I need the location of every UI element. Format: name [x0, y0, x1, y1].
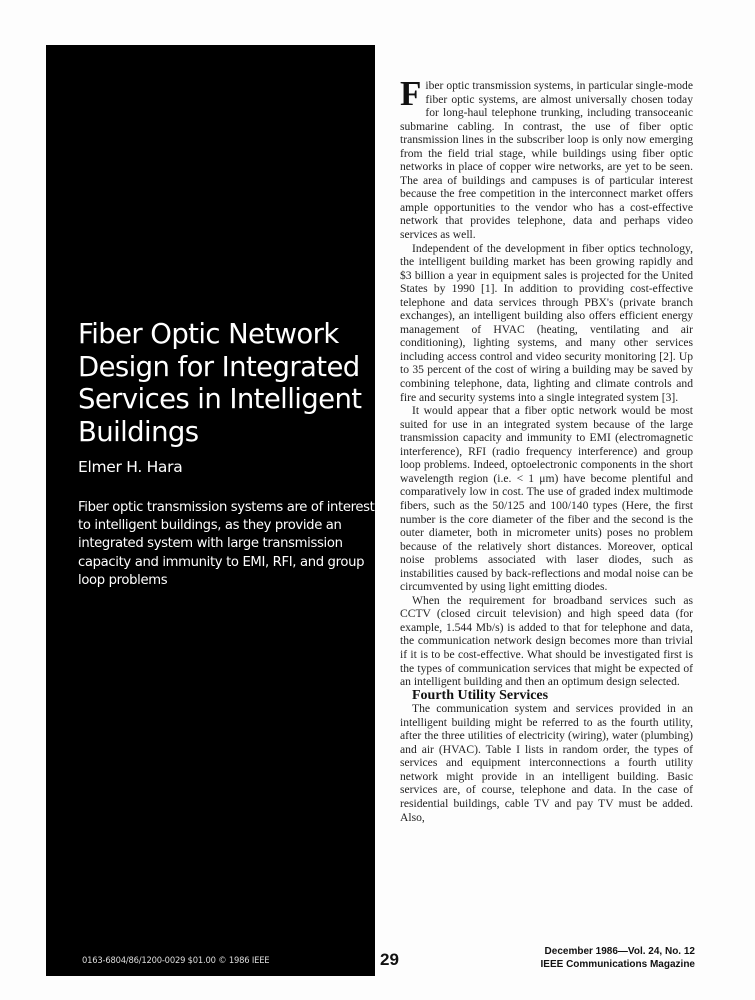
body-column [400, 74, 693, 824]
article-author: Elmer H. Hara [78, 458, 183, 476]
issue-date-volume: December 1986—Vol. 24, No. 12 [544, 946, 695, 957]
body-paragraph: Fiber optic transmission systems, in particular single-mode fiber optic systems, are almost universally chosen today for long-haul telephone trunking, including transoceanic submarine cabling. In contrast, the use of fiber optic transmission lines in the subscriber loop is only now emerging from the field trial stage, while buildings using fiber optic networks in place of copper wire networks, are yet to be seen. The area of buildings and campuses is of particular interest because the free competition in the interconnect market offers ample opportunities to the vendor who has a cost-effective network that provides telephone, data and perhaps video services as well. [400, 74, 693, 242]
article-title: Fiber Optic Network Design for Integrated Services in Intelligent Buildings [78, 318, 362, 448]
section-heading: Fourth Utility Services [412, 687, 549, 703]
body-paragraph: It would appear that a fiber optic network would be most suited for use in an integrated system because of the large transmission capacity and immunity to EMI (electromagnetic interference), RFI (radio frequency interference) and group loop problems. Indeed, optoelectronic components in the short wavelength region (i.e. < 1 μm) have become plentiful and comparatively low in cost. The use of graded index multimode fibers, such as the 50/125 and 100/140 types (Here, the first number is the core diameter of the fiber and the second is the outer diameter, both in micrometer units) poses no problem because of the relatively short distances. Moreover, optical noise problems associated with laser diodes, such as instabilities caused by back-reflections and modal noise can be circumvented by using light emitting diodes. [400, 404, 693, 594]
body-paragraph: Independent of the development in fiber optics technology, the intelligent building market has been growing rapidly and $3 billion a year in equipment sales is projected for the United States by 1990 [1]. In addition to providing cost-effective telephone and data services through PBX's (private branch exchanges), an intelligent building also offers efficient energy management of HVAC (heating, ventilating and air conditioning), lighting systems, and many other services including access control and video security monitoring [2]. Up to 35 percent of the cost of wiring a building may be saved by combining telephone, data, lighting and climate controls and fire and security systems into a single integrated system [3]. [400, 241, 693, 404]
page-number: 29 [380, 950, 399, 969]
body-paragraph: The communication system and services provided in an intelligent building might be referred to as the fourth utility, after the three utilities of electricity (wiring), water (plumbing) and air (HVAC). Table I lists in random order, the types of services and equipment interconnections a fourth utility network might provide in an intelligent building. Basic services are, of course, telephone and data. In the case of residential buildings, cable TV and pay TV must be added. Also, [400, 702, 693, 824]
copyright-line: 0163-6804/86/1200-0029 $01.00 © 1986 IEEE [82, 955, 270, 965]
drop-cap: F [400, 74, 422, 113]
article-abstract: Fiber optic transmission systems are of interest to intelligent buildings, as they provide an integrated system with large transmission capacity and immunity to EMI, RFI, and group loop problems [78, 500, 375, 588]
journal-name: IEEE Communications Magazine [540, 959, 695, 970]
body-paragraph: When the requirement for broadband services such as CCTV (closed circuit television) and high speed data (for example, 1.544 Mb/s) is added to that for telephone and data, the communication network design becomes more than trivial if it is to be cost-effective. What should be investigated first is the types of communication services that might be expected of an intelligent building and then an optimum design selected. [400, 593, 693, 689]
issue-info [541, 945, 695, 971]
